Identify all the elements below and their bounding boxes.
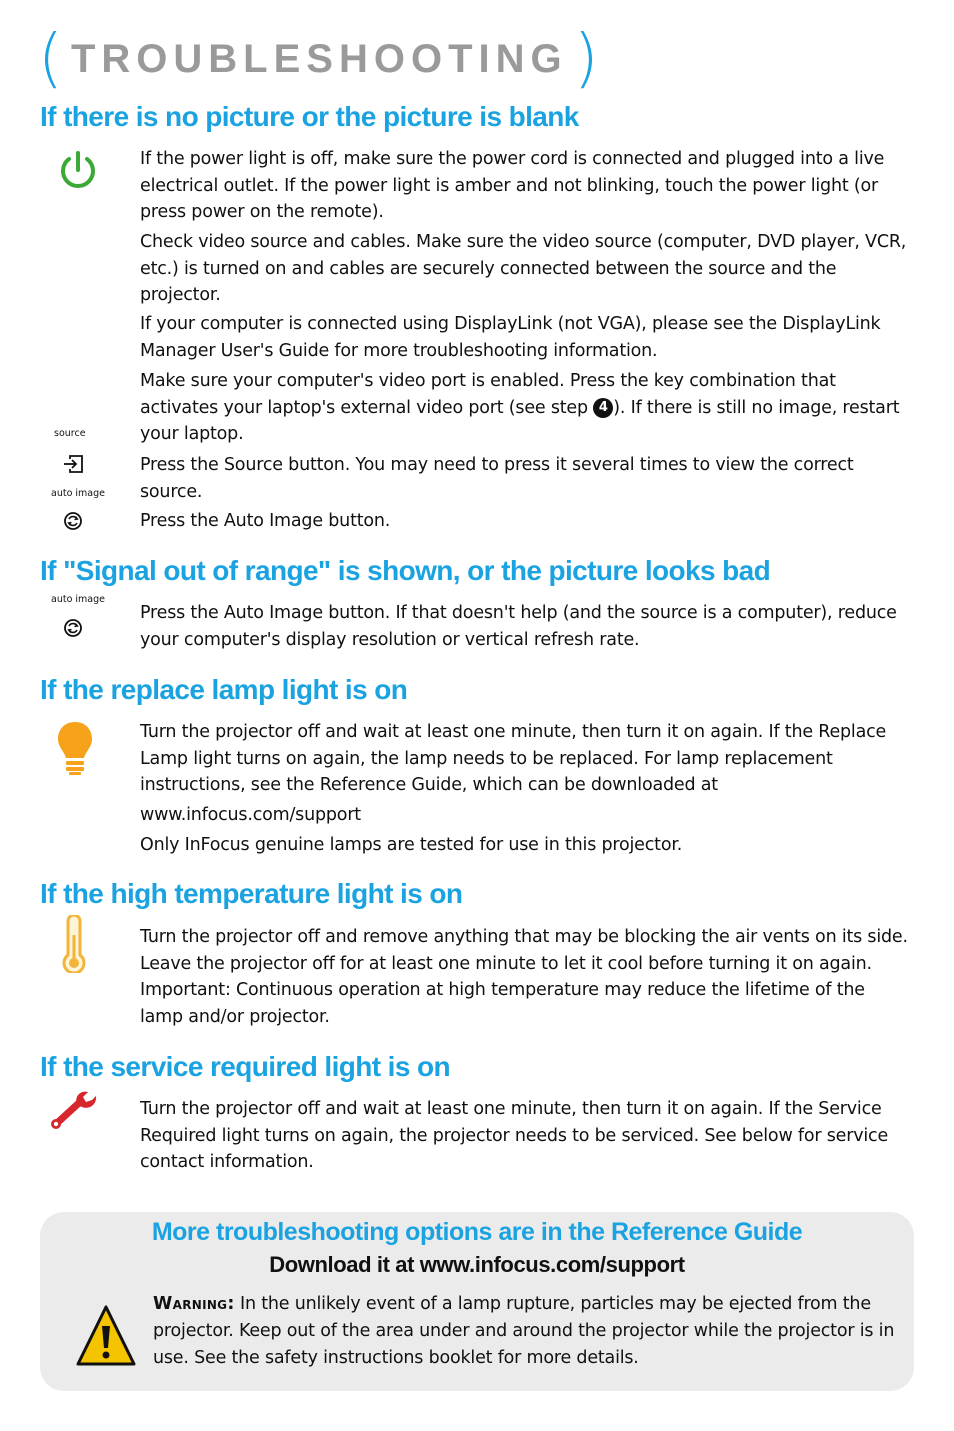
video-port-text-a: Make sure your computer's video port is enabled. Press the key combination that activates your laptop's external video port (see step [140, 371, 836, 418]
thermometer-icon [60, 915, 88, 973]
heading-signal-out-of-range: If "Signal out of range" is shown, or the picture looks bad [40, 555, 771, 586]
page-title [38, 22, 599, 96]
auto-image-label: auto image [51, 488, 105, 499]
source-icon [62, 454, 86, 474]
wrench-icon [50, 1088, 100, 1132]
auto-image-icon-2 [62, 617, 84, 639]
title-left-paren: ( [38, 22, 63, 96]
auto-image-icon [62, 510, 84, 532]
warning-text: In the unlikely event of a lamp rupture, particles may be ejected from the projector. Keep out of the area under and around the projector while the projector is in use. See the safety instructions booklet for more details. [153, 1294, 895, 1368]
warning-paragraph [153, 1291, 903, 1372]
paragraph-power-light: If the power light is off, make sure the power cord is connected and plugged into a live electrical outlet. If the power light is amber and not blinking, touch the power light (or press power on the remote). [140, 149, 885, 222]
paragraph-auto-image-button: Press the Auto Image button. [140, 511, 391, 531]
auto-image-label-2: auto image [51, 594, 105, 605]
heading-no-picture: If there is no picture or the picture is blank [40, 101, 579, 132]
lamp-icon [55, 720, 95, 776]
video-port-text-b: ). If there is still no image, restart your laptop. [140, 397, 900, 444]
title-right-paren: ) [573, 22, 599, 96]
paragraph-video-port [140, 368, 910, 448]
callout-heading: More troubleshooting options are in the Reference Guide [151, 1218, 803, 1246]
paragraph-displaylink: If your computer is connected using DisplayLink (not VGA), please see the DisplayLink Manager User's Guide for more troubleshooting information. [140, 314, 881, 361]
step-number-badge: 4 [593, 398, 613, 418]
support-url-text: www.infocus.com/support [140, 805, 361, 825]
paragraph-video-source: Check video source and cables. Make sure the video source (computer, DVD player, VCR, etc.) is turned on and cables are securely connected between the source and the projector. [140, 232, 907, 305]
paragraph-high-temperature: Turn the projector off and remove anything that may be blocking the air vents on its side. Leave the projector off for at least one minute to let it cool before turning it on again. Important: Continuous operation at high temperature may reduce the lifetime of the lamp and/or projector. [140, 927, 908, 1027]
warning-icon [75, 1304, 137, 1368]
heading-replace-lamp: If the replace lamp light is on [40, 674, 408, 705]
reference-guide-callout [40, 1212, 914, 1391]
paragraph-genuine-lamps: Only InFocus genuine lamps are tested for use in this projector. [140, 835, 683, 855]
heading-service-required: If the service required light is on [40, 1051, 450, 1082]
heading-high-temperature: If the high temperature light is on [40, 878, 463, 909]
callout-subheading: Download it at www.infocus.com/support [269, 1252, 685, 1277]
paragraph-signal: Press the Auto Image button. If that doesn't help (and the source is a computer), reduce your computer's display resolution or vertical refresh rate. [140, 603, 897, 650]
paragraph-replace-lamp: Turn the projector off and wait at least one minute, then turn it on again. If the Replace Lamp light turns on again, the lamp needs to be replaced. For lamp replacement instructions, see the Reference Guide, which can be downloaded at [140, 722, 887, 795]
source-label: source [54, 428, 86, 439]
warning-label: Warning: [153, 1294, 235, 1314]
page-title-text: TROUBLESHOOTING [70, 36, 568, 81]
paragraph-source-button: Press the Source button. You may need to press it several times to view the correct source. [140, 455, 854, 502]
paragraph-service-required: Turn the projector off and wait at least one minute, then turn it on again. If the Service Required light turns on again, the projector needs to be serviced. See below for service contact information. [140, 1099, 889, 1172]
power-icon [56, 148, 100, 192]
